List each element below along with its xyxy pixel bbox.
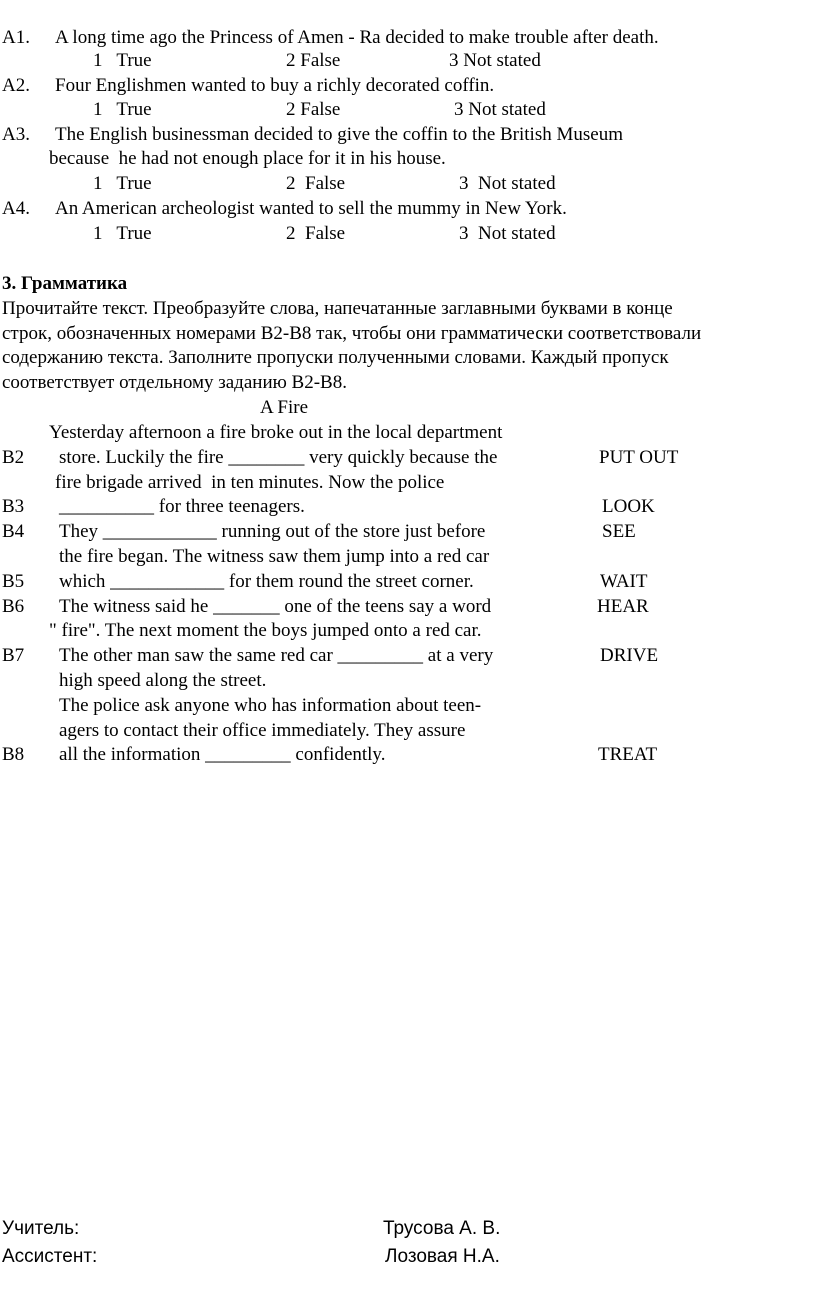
task-label: B7: [2, 645, 25, 666]
story-line: Yesterday afternoon a fire broke out in the local department: [49, 422, 503, 443]
base-word: TREAT: [598, 744, 658, 765]
assistant-label: Ассистент:: [2, 1246, 98, 1267]
option-false: 2 False: [286, 99, 341, 120]
question-text-continued: because he had not enough place for it in his house.: [49, 148, 446, 169]
instructions-line-2: строк, обозначенных номерами B2-B8 так, чтобы они грамматически соответствовали: [2, 323, 702, 344]
question-number: A2.: [2, 75, 30, 96]
story-line: They ____________ running out of the store just before: [59, 521, 486, 542]
option-true: 1 True: [93, 99, 152, 120]
option-true: 1 True: [93, 223, 152, 244]
base-word: DRIVE: [600, 645, 659, 666]
story-line: the fire began. The witness saw them jump into a red car: [59, 546, 490, 567]
task-label: B4: [2, 521, 25, 542]
story-title: A Fire: [260, 397, 309, 418]
option-true: 1 True: [93, 50, 152, 71]
instructions-line-3: содержанию текста. Заполните пропуски полученными словами. Каждый пропуск: [2, 347, 669, 368]
task-label: B5: [2, 571, 25, 592]
question-text: The English businessman decided to give the coffin to the British Museum: [55, 124, 623, 145]
base-word: SEE: [602, 521, 636, 542]
story-line: store. Luckily the fire ________ very quickly because the: [59, 447, 498, 468]
story-line: all the information _________ confidently.: [59, 744, 386, 765]
task-label: B2: [2, 447, 25, 468]
teacher-name: Трусова А. В.: [383, 1218, 501, 1239]
question-number: A1.: [2, 27, 30, 48]
assistant-name: Лозовая Н.А.: [385, 1246, 500, 1267]
story-line: " fire". The next moment the boys jumped onto a red car.: [49, 620, 482, 641]
section-heading: 3. Грамматика: [2, 273, 128, 294]
base-word: HEAR: [597, 596, 649, 617]
option-not-stated: 3 Not stated: [459, 173, 556, 194]
option-not-stated: 3 Not stated: [449, 50, 541, 71]
task-label: B3: [2, 496, 25, 517]
story-line: __________ for three teenagers.: [59, 496, 305, 517]
option-not-stated: 3 Not stated: [459, 223, 556, 244]
story-line: The other man saw the same red car _________ at a very: [59, 645, 494, 666]
question-number: A4.: [2, 198, 30, 219]
option-false: 2 False: [286, 173, 346, 194]
base-word: LOOK: [602, 496, 655, 517]
option-false: 2 False: [286, 50, 341, 71]
base-word: WAIT: [600, 571, 648, 592]
instructions-line-4: соответствует отдельному заданию B2-B8.: [2, 372, 347, 393]
question-text: An American archeologist wanted to sell the mummy in New York.: [55, 198, 567, 219]
story-line: which ____________ for them round the street corner.: [59, 571, 474, 592]
story-line: agers to contact their office immediately. They assure: [59, 720, 466, 741]
question-number: A3.: [2, 124, 30, 145]
base-word: PUT OUT: [599, 447, 679, 468]
story-line: The witness said he _______ one of the teens say a word: [59, 596, 492, 617]
option-true: 1 True: [93, 173, 152, 194]
story-line: The police ask anyone who has information about teen-: [59, 695, 482, 716]
question-text: A long time ago the Princess of Amen - Ra decided to make trouble after death.: [55, 27, 659, 48]
task-label: B8: [2, 744, 25, 765]
instructions-line-1: Прочитайте текст. Преобразуйте слова, напечатанные заглавными буквами в конце: [2, 298, 673, 319]
story-line: fire brigade arrived in ten minutes. Now the police: [55, 472, 445, 493]
question-text: Four Englishmen wanted to buy a richly decorated coffin.: [55, 75, 495, 96]
option-false: 2 False: [286, 223, 346, 244]
story-line: high speed along the street.: [59, 670, 267, 691]
teacher-label: Учитель:: [2, 1218, 80, 1239]
option-not-stated: 3 Not stated: [454, 99, 546, 120]
task-label: B6: [2, 596, 25, 617]
